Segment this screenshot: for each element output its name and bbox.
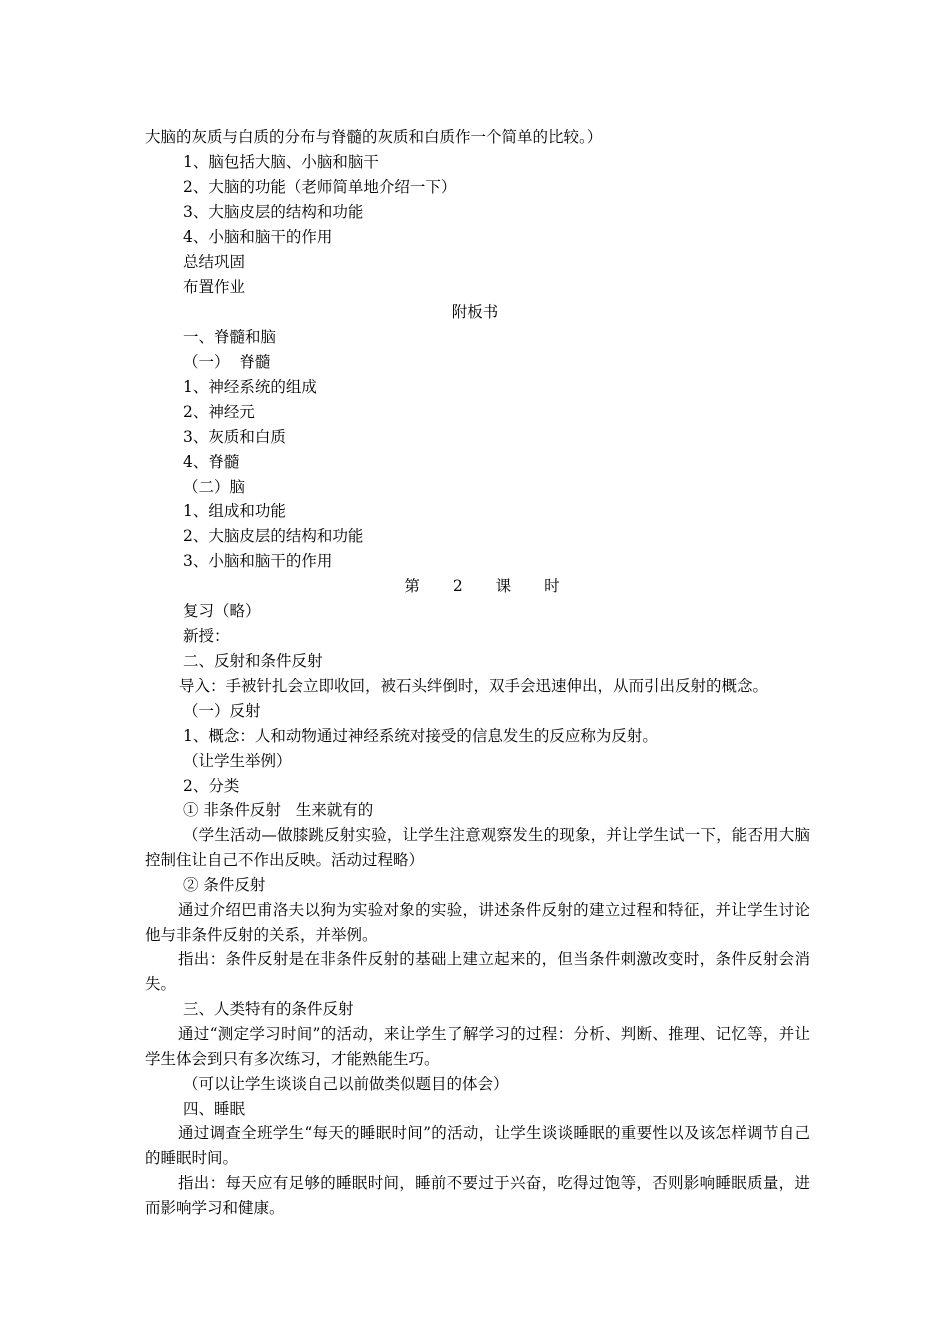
text-line: 3、灰质和白质 bbox=[183, 428, 286, 446]
text-line: 总结巩固 bbox=[183, 253, 246, 271]
text-line: 二、反射和条件反射 bbox=[183, 652, 323, 670]
text-line: 1、脑包括大脑、小脑和脑干 bbox=[183, 153, 379, 171]
paragraph: 通过“测定学习时间”的活动，来让学生了解学习的过程：分析、判断、推理、记忆等，并让学生体会到只有多次练习，才能熟能生巧。 bbox=[145, 1025, 810, 1068]
paragraph: （学生活动—做膝跳反射实验，让学生注意观察发生的现象，并让学生试一下，能否用大脑控制住让自己不作出反映。活动过程略） bbox=[145, 826, 810, 869]
text-line: （可以让学生谈谈自己以前做类似题目的体会） bbox=[183, 1075, 509, 1093]
text-line: 新授： bbox=[183, 627, 230, 645]
section-heading: 附板书 bbox=[451, 303, 499, 321]
text-line: 2、大脑皮层的结构和功能 bbox=[183, 527, 364, 545]
text-line: 3、大脑皮层的结构和功能 bbox=[183, 203, 364, 221]
text-line: （一）反射 bbox=[183, 702, 261, 720]
text-line: ① 非条件反射 生来就有的 bbox=[183, 801, 374, 819]
lesson-heading: 第 2 课 时 bbox=[404, 577, 574, 595]
text-line: 2、大脑的功能（老师简单地介绍一下） bbox=[183, 178, 457, 196]
text-line: 2、神经元 bbox=[183, 403, 255, 421]
text-line: 复习（略） bbox=[183, 602, 261, 620]
text-line: 三、人类特有的条件反射 bbox=[183, 1000, 354, 1018]
text-line: 1、概念：人和动物通过神经系统对接受的信息发生的反应称为反射。 bbox=[183, 727, 658, 745]
text-line: （二）脑 bbox=[183, 478, 246, 496]
text-line: 4、脊髓 bbox=[183, 453, 240, 471]
text-line: 布置作业 bbox=[183, 278, 246, 296]
paragraph: 指出：每天应有足够的睡眠时间，睡前不要过于兴奋，吃得过饱等，否则影响睡眠质量，进而影响学习和健康。 bbox=[145, 1174, 810, 1217]
text-line: 3、小脑和脑干的作用 bbox=[183, 552, 333, 570]
text-line: 一、脊髓和脑 bbox=[183, 328, 277, 346]
text-line: 4、小脑和脑干的作用 bbox=[183, 228, 333, 246]
paragraph: 指出：条件反射是在非条件反射的基础上建立起来的，但当条件刺激改变时，条件反射会消失。 bbox=[145, 950, 810, 993]
text-line: 四、睡眠 bbox=[183, 1100, 246, 1118]
paragraph: 通过介绍巴甫洛夫以狗为实验对象的实验，讲述条件反射的建立过程和特征，并让学生讨论他与非条件反射的关系，并举例。 bbox=[145, 901, 810, 944]
text-line: ② 条件反射 bbox=[183, 876, 266, 894]
text-line: （一） 脊髓 bbox=[183, 353, 271, 371]
text-line: 1、神经系统的组成 bbox=[183, 378, 317, 396]
text-line: 1、组成和功能 bbox=[183, 502, 286, 520]
text-line: 2、分类 bbox=[183, 777, 240, 795]
paragraph: 通过调查全班学生“每天的睡眠时间”的活动，让学生谈谈睡眠的重要性以及该怎样调节自己的睡眠时间。 bbox=[145, 1124, 810, 1167]
text-line: 导入：手被针扎会立即收回，被石头绊倒时，双手会迅速伸出，从而引出反射的概念。 bbox=[179, 677, 769, 695]
text-line: 大脑的灰质与白质的分布与脊髓的灰质和白质作一个简单的比较。） bbox=[145, 128, 603, 146]
text-line: （让学生举例） bbox=[183, 752, 292, 770]
